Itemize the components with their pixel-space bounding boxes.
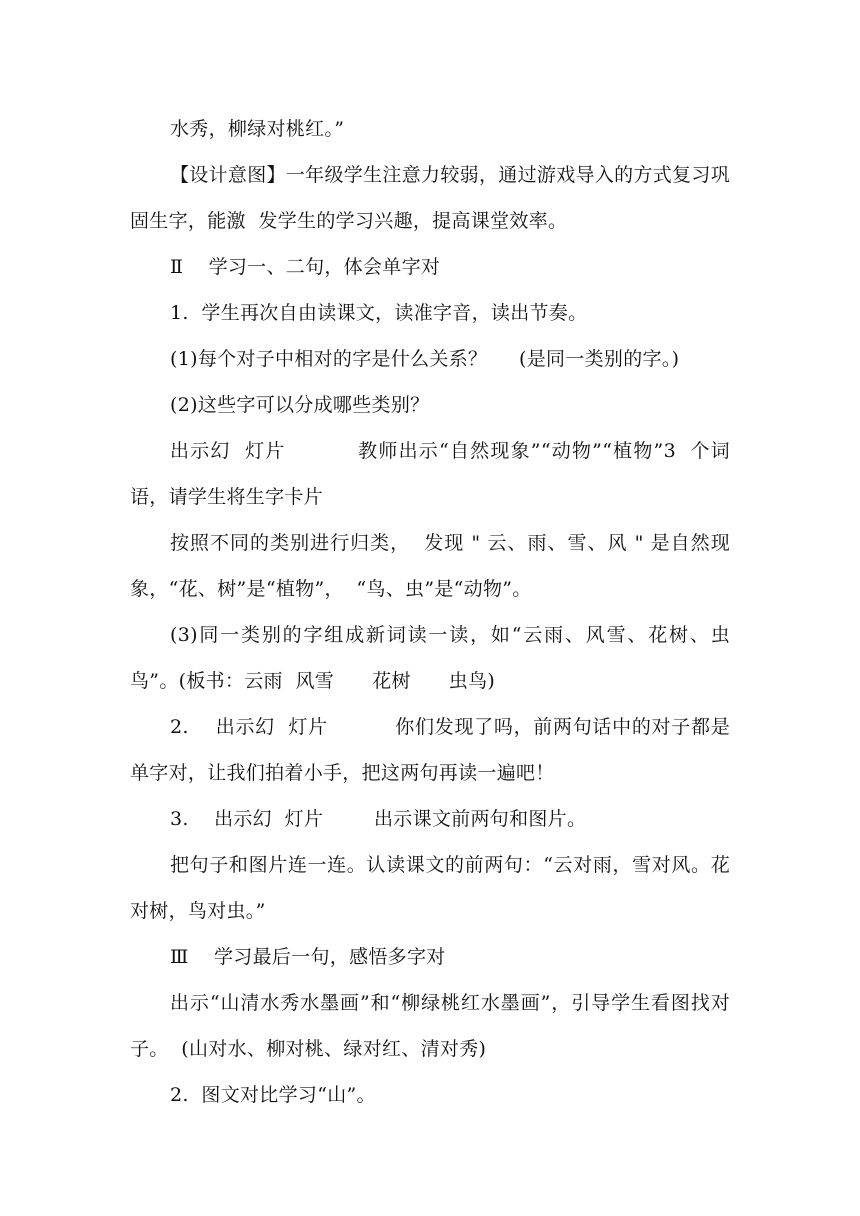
paragraph-5: (1)每个对子中相对的字是什么关系？ (是同一类别的字。) [170,348,680,370]
paragraph-15: 2. 图文对比学习“山”。 [170,1084,376,1106]
paragraph-11: 3. 出示幻 灯片 出示课文前两句和图片。 [170,808,587,830]
paragraph-7: 出示幻 灯片 教师出示“自然现象”“动物”“植物”3 个词语，请学生将生字卡片 [130,440,730,508]
paragraph-10: 2. 出示幻 灯片 你们发现了吗，前两句话中的对子都是单字对，让我们拍着小手，把这两句再读一遍吧！ [130,716,730,784]
paragraph-13: Ⅲ 学习最后一句，感悟多字对 [170,946,446,968]
paragraph-8: 按照不同的类别进行归类， 发现 " 云、雨、雪、风 " 是自然现象，“花、树”是“植物”， “鸟、虫”是“动物”。 [130,532,730,600]
paragraph-6: (2)这些字可以分成哪些类别？ [170,394,430,416]
paragraph-4: 1. 学生再次自由读课文，读准字音，读出节奏。 [170,302,588,324]
paragraph-1: 水秀，柳绿对桃红。” [170,118,345,140]
paragraph-3: Ⅱ 学习一、二句，体会单字对 [170,256,441,278]
paragraph-2: 【设计意图】一年级学生注意力较弱，通过游戏导入的方式复习巩固生字，能激 发学生的学习兴趣，提高课堂效率。 [130,164,730,232]
document-body [130,106,743,1118]
paragraph-14: 出示“山清水秀水墨画”和“柳绿桃红水墨画”，引导学生看图找对 子。 (山对水、柳对桃、绿对红、清对秀) [130,992,743,1060]
paragraph-9: (3)同一类别的字组成新词读一读，如“云雨、风雪、花树、虫鸟”。(板书：云雨 风雪 花树 虫鸟) [130,624,730,692]
paragraph-12: 把句子和图片连一连。认读课文的前两句：“云对雨，雪对风。花对树，鸟对虫。” [130,854,730,922]
